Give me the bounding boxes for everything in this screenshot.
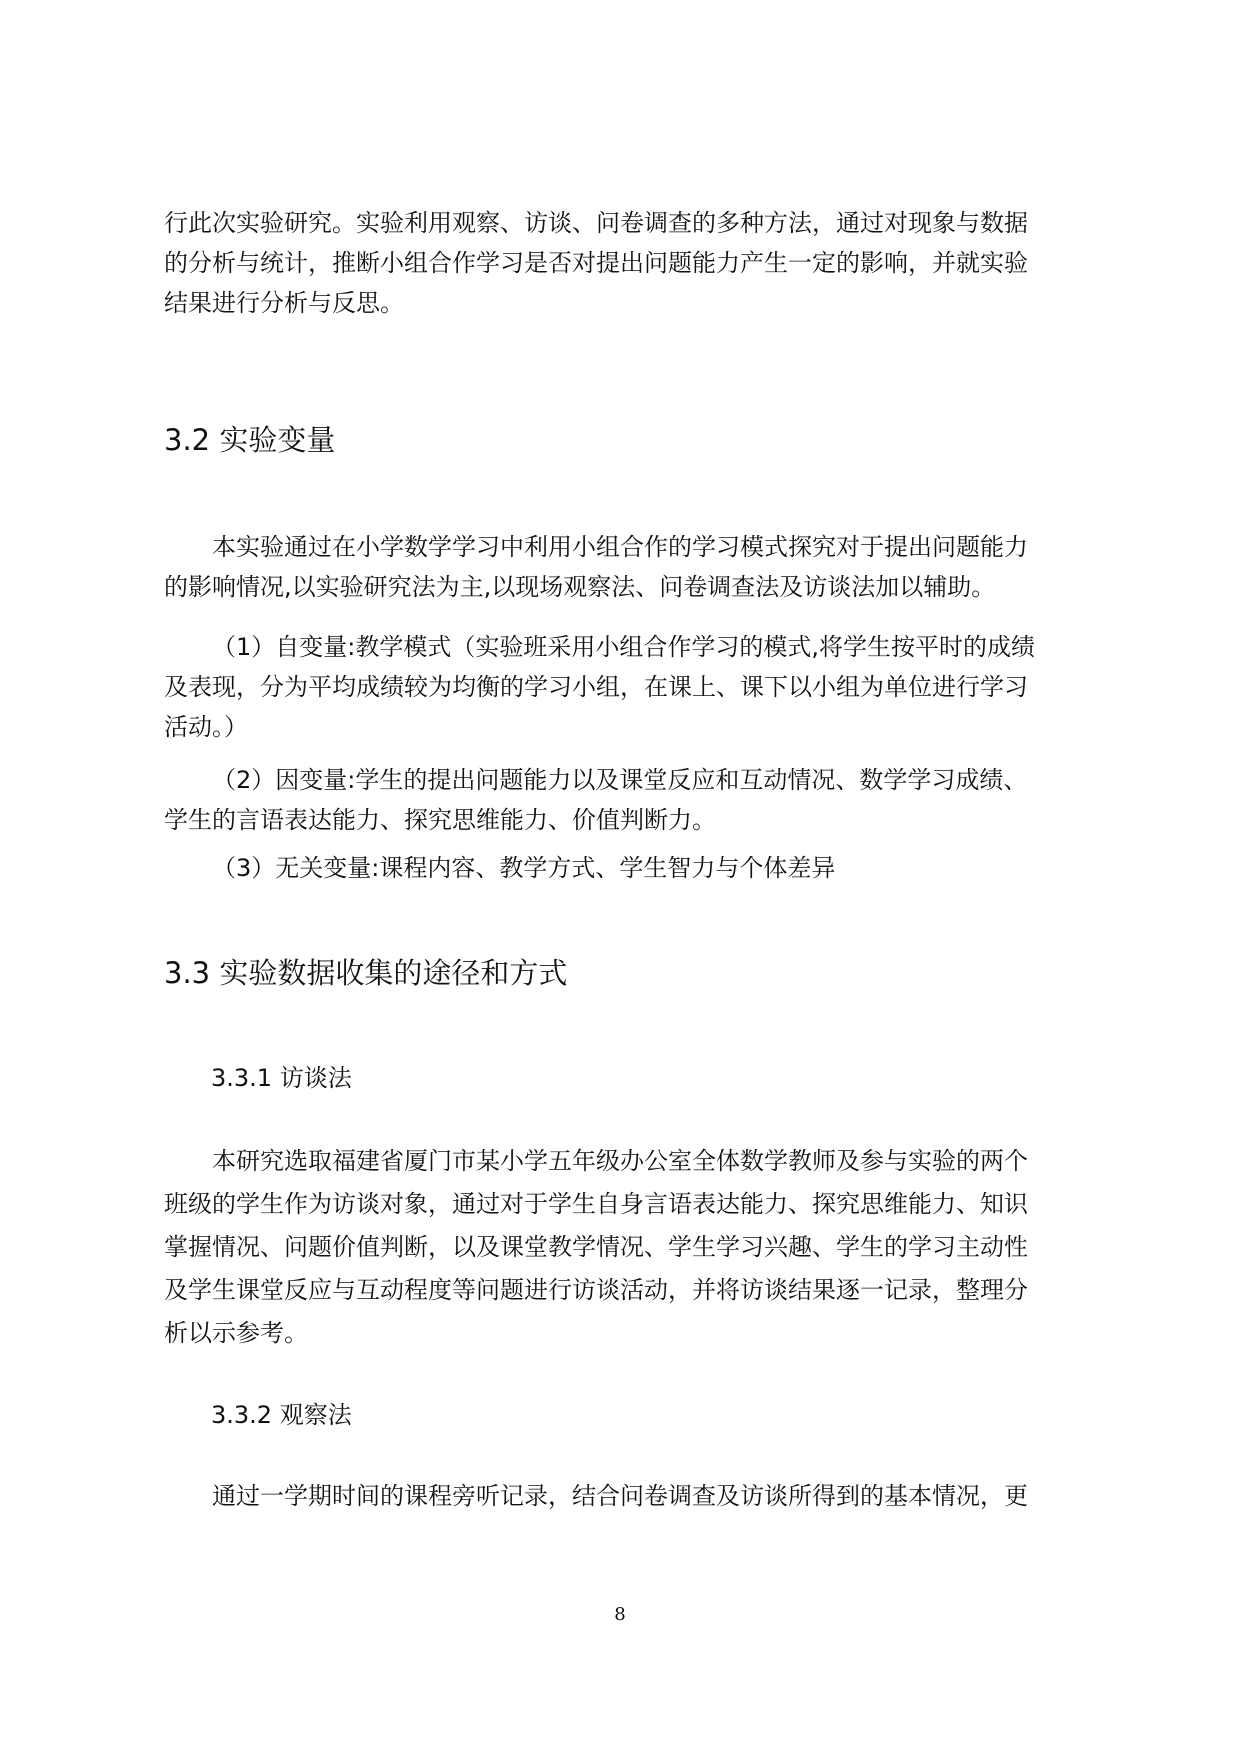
text-line: 活动。） xyxy=(164,713,248,741)
text-line: 通过一学期时间的课程旁听记录，结合问卷调查及访谈所得到的基本情况，更 xyxy=(212,1482,1028,1510)
text-line: 及表现，分为平均成绩较为均衡的学习小组，在课上、课下以小组为单位进行学习 xyxy=(164,673,1028,701)
paragraph-continuation xyxy=(164,203,1084,323)
paragraph-irrelevant-variable xyxy=(164,848,1084,888)
text-line: 本研究选取福建省厦门市某小学五年级办公室全体数学教师及参与实验的两个 xyxy=(212,1147,1028,1175)
subsection-heading-3-3-1: 3.3.1 访谈法 xyxy=(211,1064,352,1092)
paragraph-experiment-overview xyxy=(164,527,1084,607)
text-line: 班级的学生作为访谈对象，通过对于学生自身言语表达能力、探究思维能力、知识 xyxy=(164,1190,1028,1218)
subsection-heading-3-3-2: 3.3.2 观察法 xyxy=(211,1401,352,1429)
section-heading-3-3: 3.3 实验数据收集的途径和方式 xyxy=(164,956,568,990)
text-line: （2）因变量:学生的提出问题能力以及课堂反应和互动情况、数学学习成绩、 xyxy=(212,766,1028,794)
text-line: 的分析与统计，推断小组合作学习是否对提出问题能力产生一定的影响，并就实验 xyxy=(164,249,1028,277)
paragraph-interview-method xyxy=(164,1140,1084,1355)
text-line: 本实验通过在小学数学学习中利用小组合作的学习模式探究对于提出问题能力 xyxy=(212,533,1028,561)
text-line: 析以示参考。 xyxy=(164,1319,308,1347)
paragraph-independent-variable xyxy=(164,627,1084,747)
page-number: 8 xyxy=(614,1604,626,1625)
paragraph-observation-method xyxy=(164,1476,1084,1516)
text-line: （3）无关变量:课程内容、教学方式、学生智力与个体差异 xyxy=(212,854,836,882)
text-line: 及学生课堂反应与互动程度等问题进行访谈活动，并将访谈结果逐一记录，整理分 xyxy=(164,1276,1028,1304)
section-heading-3-2: 3.2 实验变量 xyxy=(164,423,336,457)
text-line: （1）自变量:教学模式（实验班采用小组合作学习的模式,将学生按平时的成绩 xyxy=(212,633,1035,661)
text-line: 学生的言语表达能力、探究思维能力、价值判断力。 xyxy=(164,806,716,834)
text-line: 行此次实验研究。实验利用观察、访谈、问卷调查的多种方法，通过对现象与数据 xyxy=(164,209,1028,237)
text-line: 结果进行分析与反思。 xyxy=(164,289,404,317)
text-line: 掌握情况、问题价值判断，以及课堂教学情况、学生学习兴趣、学生的学习主动性 xyxy=(164,1233,1028,1261)
text-line: 的影响情况,以实验研究法为主,以现场观察法、问卷调查法及访谈法加以辅助。 xyxy=(164,573,996,601)
paragraph-dependent-variable xyxy=(164,760,1084,840)
